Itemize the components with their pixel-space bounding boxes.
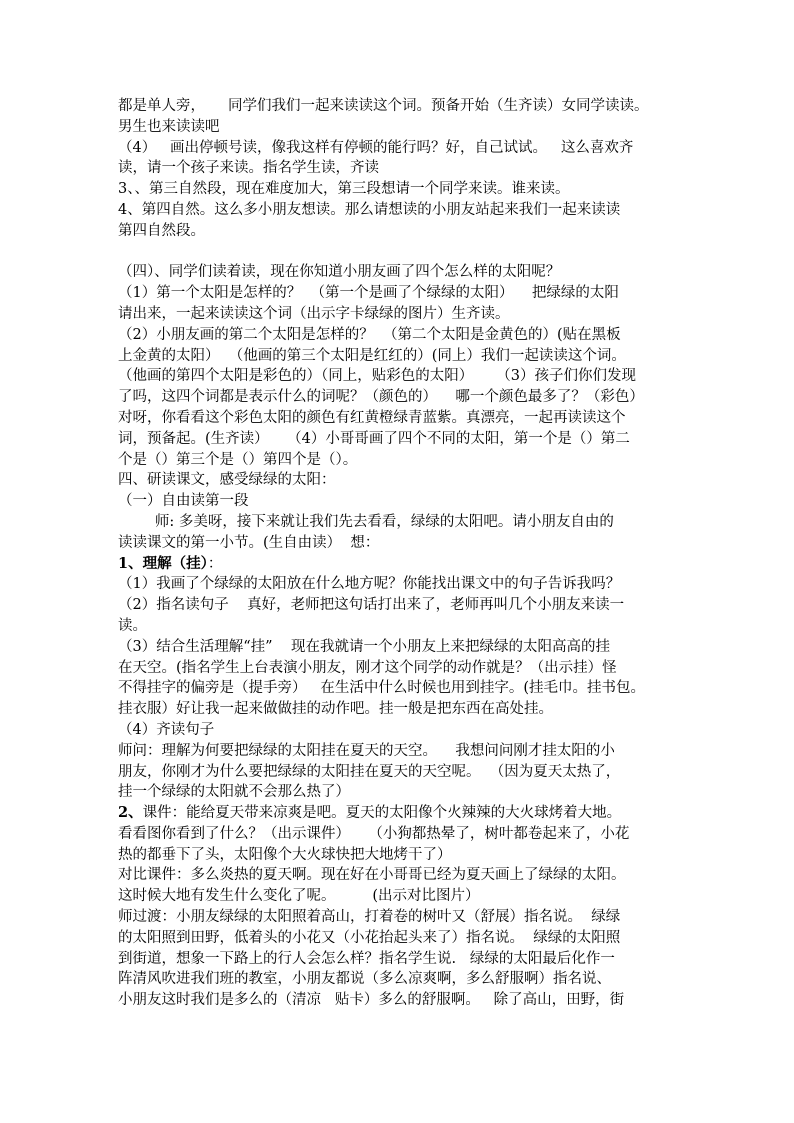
text-line: 对呀，你看看这个彩色太阳的颜色有红黄橙绿青蓝紫。真漂亮，一起再读读这个: [118, 409, 626, 426]
text-line: 男生也来读读吧: [118, 118, 220, 135]
text-line: [118, 554, 682, 575]
text-line: 师: 多美呀，接下来就让我们先去看看，绿绿的太阳吧。请小朋友自由的: [118, 513, 614, 530]
text-line: 都是单人旁， 同学们我们一起来读读这个词。预备开始（生齐读）女同学读读。: [118, 98, 649, 114]
text-line: 挂一个绿绿的太阳就不会那么热了）: [118, 784, 350, 801]
text-line: 热的都垂下了头，太阳像个大火球快把大地烤干了）: [118, 846, 452, 863]
text-line: 挂衣服）好让我一起来做做挂的动作吧。挂一般是把东西在高处挂。: [118, 701, 553, 718]
text-line: （一）自由读第一段: [118, 493, 249, 510]
heading-tail: ：: [207, 555, 223, 572]
text-line: 在天空。(指名学生上台表演小朋友，刚才这个同学的动作就是？（出示挂）怪: [118, 659, 617, 676]
heading-tail: 课件：能给夏天带来凉爽是吧。夏天的太阳像个火辣辣的大火球烤着大地。: [142, 805, 622, 822]
text-line: 请出来，一起来读读这个词（出示字卡绿绿的图片）生齐读。: [118, 305, 510, 322]
text-line: （2）指名读句子 真好，老师把这句话打出来了，老师再叫几个小朋友来读一: [118, 597, 625, 614]
text-line: （4） 画出停顿号读，像我这样有停顿的能行吗？好，自己试试。 这么喜欢齐: [118, 139, 634, 156]
document-page: [118, 96, 682, 1011]
text-line: 上金黄的太阳） （他画的第三个太阳是红红的）(同上）我们一起读读这个词。: [118, 347, 626, 364]
blank-line: [118, 242, 682, 263]
text-line: （1）第一个太阳是怎样的？ （第一个是画了个绿绿的太阳） 把绿绿的太阳: [118, 285, 619, 302]
text-line: （4）齐读句子: [118, 721, 215, 738]
text-line: （他画的第四个太阳是彩色的）（同上，贴彩色的太阳） （3）孩子们你们发现: [118, 368, 637, 385]
text-line: 读，请一个孩子来读。指名学生读，齐读: [118, 160, 379, 177]
text-line: 词，预备起。(生齐读） （4）小哥哥画了四个不同的太阳，第一个是（）第二: [118, 430, 630, 447]
text-line: 到街道，想象一下路上的行人会怎么样？指名学生说. 绿绿的太阳最后化作一: [118, 950, 615, 967]
bold-heading: 2、: [118, 804, 143, 822]
text-line: 四、研读课文，感受绿绿的太阳：: [118, 472, 336, 489]
text-line: 对比课件：多么炎热的夏天啊。现在好在小哥哥已经为夏天画上了绿绿的太阳。: [118, 867, 626, 884]
text-line: （2）小朋友画的第二个太阳是怎样的？ （第二个太阳是金黄色的）(贴在黑板: [118, 326, 621, 343]
text-line: 阵清风吹进我们班的教室，小朋友都说（多么凉爽啊，多么舒服啊）指名说、: [118, 971, 611, 988]
text-line: 看看图你看到了什么？（出示课件） （小狗都热晕了，树叶都卷起来了，小花: [118, 825, 630, 842]
text-line: 师过渡：小朋友绿绿的太阳照着高山，打着卷的树叶又（舒展）指名说。 绿绿: [118, 909, 621, 926]
text-line: 不得挂字的偏旁是（提手旁） 在生活中什么时候也用到挂字。(挂毛巾。挂书包。: [118, 680, 645, 697]
text-line: 3、、第三自然段，现在难度加大，第三段想请一个同学来读。谁来读。: [118, 181, 570, 198]
text-line: 小朋友这时我们是多么的（清凉 贴卡）多么的舒服啊。 除了高山，田野，街: [118, 992, 625, 1009]
bold-heading: 1、理解（挂）: [118, 554, 208, 572]
text-line: 个是（）第三个是（）第四个是（）。: [118, 451, 358, 468]
text-line: 的太阳照到田野，低着头的小花又（小花抬起头来了）指名说。 绿绿的太阳照: [118, 929, 621, 946]
text-line: （3）结合生活理解“挂” 现在我就请一个小朋友上来把绿绿的太阳高高的挂: [118, 638, 610, 655]
text-line: 师问：理解为何要把绿绿的太阳挂在夏天的天空。 我想问问刚才挂太阳的小: [118, 742, 615, 759]
text-line: 这时候大地有发生什么变化了呢。 (出示对比图片）: [118, 888, 480, 905]
text-line: 读读课文的第一小节。(生自由读） 想：: [118, 534, 380, 551]
text-line: （1）我画了个绿绿的太阳放在什么地方呢？你能找出课文中的句子告诉我吗？: [118, 576, 621, 593]
text-line: 读。: [118, 617, 147, 634]
text-line: 了吗，这四个词都是表示什么的词呢？（颜色的） 哪一个颜色最多了？（彩色）: [118, 389, 644, 406]
text-line: （四）、同学们读着读，现在你知道小朋友画了四个怎么样的太阳呢？: [118, 264, 561, 281]
text-line: 朋友，你刚才为什么要把绿绿的太阳挂在夏天的天空呢。 （因为夏天太热了，: [118, 763, 621, 780]
text-line: 第四自然段。: [118, 222, 205, 239]
text-line: [118, 803, 682, 824]
text-line: 4、第四自然。这么多小朋友想读。那么请想读的小朋友站起来我们一起来读读: [118, 201, 621, 218]
